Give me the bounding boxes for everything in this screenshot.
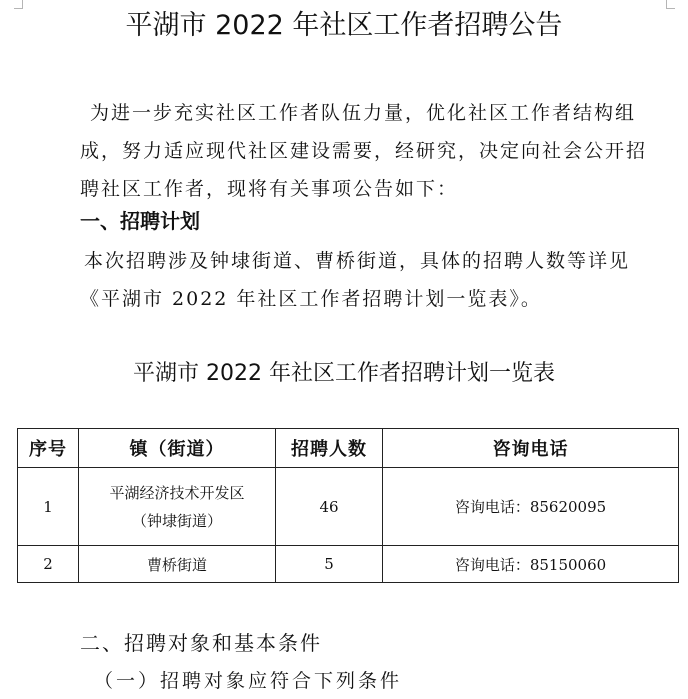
section1-paragraph: 本次招聘涉及钟埭街道、曹桥街道，具体的招聘人数等详见《平湖市 2022 年社区工作者招聘计划一览表》。 [80, 250, 631, 310]
section2-subheading: （一）招聘对象应符合下列条件 [94, 670, 403, 692]
table-header-row [18, 429, 679, 468]
header-no: 序号 [18, 429, 79, 468]
cell-phone: 咨询电话：85150060 [383, 546, 679, 583]
header-phone: 咨询电话 [383, 429, 679, 468]
cell-count: 46 [276, 468, 383, 546]
table-row [18, 546, 679, 583]
cell-phone: 咨询电话：85620095 [383, 468, 679, 546]
cell-town-line2: （钟埭街道） [131, 511, 222, 530]
recruitment-plan-table [17, 428, 679, 583]
intro-paragraph: 为进一步充实社区工作者队伍力量，优化社区工作者结构组成，努力适应现代社区建设需要，经研究，决定向社会公开招聘社区工作者，现将有关事项公告如下： [80, 102, 648, 200]
cell-town [79, 468, 276, 546]
cell-town-line1: 平湖经济技术开发区 [109, 483, 245, 502]
cell-town: 曹桥街道 [79, 546, 276, 583]
cell-count: 5 [276, 546, 383, 583]
document-title: 平湖市 2022 年社区工作者招聘公告 [125, 10, 563, 41]
section1-heading: 一、招聘计划 [80, 209, 200, 233]
section2-heading: 二、招聘对象和基本条件 [80, 631, 322, 655]
cell-no: 1 [18, 468, 79, 546]
table-row [18, 468, 679, 546]
header-count: 招聘人数 [276, 429, 383, 468]
cell-no: 2 [18, 546, 79, 583]
header-town: 镇（街道） [79, 429, 276, 468]
table-title: 平湖市 2022 年社区工作者招聘计划一览表 [133, 361, 555, 386]
